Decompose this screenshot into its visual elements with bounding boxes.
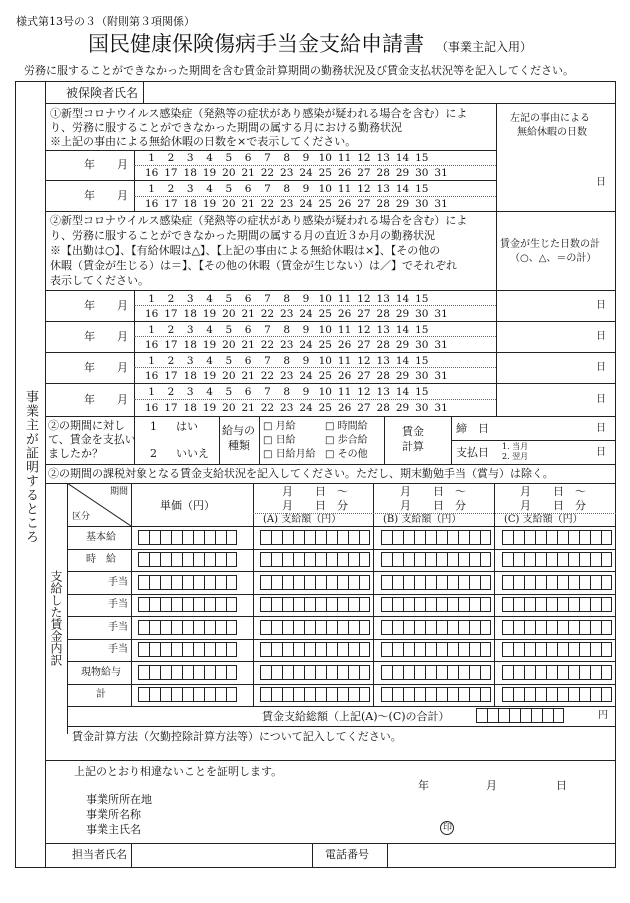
col-a-cells-row-3[interactable] <box>260 575 370 590</box>
unit-price-header: 単価（円） <box>160 499 215 512</box>
col-a-cells-row-5[interactable] <box>260 620 370 635</box>
phone-field[interactable] <box>388 844 614 867</box>
unit-price-cells-row-5[interactable] <box>138 620 237 635</box>
grand-total-cells[interactable] <box>476 708 564 723</box>
wage-note: ②の期間の課税対象となる賃金支給状況を記入してください。ただし、期末勤勉手当（賞与）は除く。 <box>48 467 554 480</box>
cert-owner-label: 事業主氏名 <box>86 823 141 836</box>
col-c-cells-row-6[interactable] <box>502 642 612 657</box>
col-c-cells-row-5[interactable] <box>502 620 612 635</box>
seal-label: 印 <box>443 823 453 833</box>
col-c-cells-row-7[interactable] <box>502 665 612 680</box>
section2-row3-unit: 日 <box>596 362 606 373</box>
form-number: 様式第13号の３（附則第３項関係） <box>16 15 195 28</box>
row-label-basic: 基本給 <box>86 532 116 543</box>
section2-row4-unit: 日 <box>596 394 606 405</box>
col-b-cells-row-4[interactable] <box>381 597 491 612</box>
section1-text-3: ※上記の事由による無給休暇の日数を×で表示してください。 <box>50 135 357 148</box>
cert-office-label: 事業所名称 <box>86 808 141 821</box>
payment-question-2: て、賃金を支払い <box>48 433 136 446</box>
row-label-in-kind: 現物給与 <box>81 667 121 678</box>
section2-row4-days-b: 16 17 18 19 20 21 22 23 24 25 26 27 28 29 30 31 <box>144 402 448 414</box>
col-a-cells-row-1[interactable] <box>260 530 370 545</box>
section1-row2-days-b: 16 17 18 19 20 21 22 23 24 25 26 27 28 29 30 31 <box>144 198 448 210</box>
cert-day: 日 <box>556 779 567 792</box>
section2-row1-unit: 日 <box>596 300 606 311</box>
calc-method-field[interactable] <box>68 745 614 759</box>
unit-price-cells-row-6[interactable] <box>138 642 237 657</box>
period-c-from: 月 日 〜 <box>520 485 586 498</box>
payment-no-num[interactable]: 2 <box>150 447 157 460</box>
col-b-cells-row-7[interactable] <box>381 665 491 680</box>
row-label-allowance-3: 手当 <box>108 622 128 633</box>
cert-statement: 上記のとおり相違ないことを証明します。 <box>74 765 283 778</box>
section2-text-2: り、労務に服することができなかった期間の属する月の直近３か月の勤務状況 <box>50 229 435 242</box>
section1-day-unit: 日 <box>596 177 606 188</box>
closing-day-unit: 日 <box>596 423 606 434</box>
col-c-cells-row-8[interactable] <box>502 687 612 702</box>
form-title: 国民健康保険傷病手当金支給申請書 <box>88 32 424 56</box>
salary-option-monthly[interactable]: □ 月給 <box>263 421 296 432</box>
section2-text-1: ②新型コロナウイルス感染症（発熱等の症状があり感染が疑われる場合を含む）によ <box>50 214 468 227</box>
insured-name-label: 被保険者氏名 <box>66 86 139 100</box>
wage-corner-category: 区分 <box>72 512 91 522</box>
section2-text-4: 休暇（賃金が生じる）は＝】、【その他の休暇（賃金が生じない）は／】でそれぞれ <box>50 259 457 272</box>
payday-unit: 日 <box>596 447 606 458</box>
payday-label: 支払日 <box>456 446 489 459</box>
col-b-cells-row-3[interactable] <box>381 575 491 590</box>
section2-row2-unit: 日 <box>596 331 606 342</box>
wage-side-label: 支給した賃金内訳 <box>49 570 63 666</box>
col-b-cells-row-6[interactable] <box>381 642 491 657</box>
section2-row3-days-b: 16 17 18 19 20 21 22 23 24 25 26 27 28 29 30 31 <box>144 370 448 382</box>
col-c-header: (C) 支給額（円） <box>504 514 583 525</box>
col-b-cells-row-8[interactable] <box>381 687 491 702</box>
unit-price-cells-row-1[interactable] <box>138 530 237 545</box>
row-label-allowance-1: 手当 <box>108 577 128 588</box>
col-c-cells-row-3[interactable] <box>502 575 612 590</box>
section2-right-header-1: 賃金が生じた日数の計 <box>500 239 600 250</box>
section2-row2-label: 年 月 <box>84 330 128 343</box>
cert-month: 月 <box>486 779 497 792</box>
col-b-header: (B) 支給額（円） <box>383 514 462 525</box>
col-b-cells-row-5[interactable] <box>381 620 491 635</box>
side-label: 事業主が証明するところ <box>23 390 38 544</box>
period-b-from: 月 日 〜 <box>400 485 466 498</box>
section1-row1-days-a: 1 2 3 4 5 6 7 8 9 10 11 12 13 14 15 <box>148 152 429 164</box>
grand-total-unit: 円 <box>598 710 608 721</box>
payment-yes-num[interactable]: 1 <box>150 420 157 433</box>
period-b-to: 月 日 分 <box>400 499 466 512</box>
section1-row2-days-a: 1 2 3 4 5 6 7 8 9 10 11 12 13 14 15 <box>148 183 429 195</box>
section2-row3-label: 年 月 <box>84 361 128 374</box>
col-b-cells-row-1[interactable] <box>381 530 491 545</box>
staff-name-label: 担当者氏名 <box>72 848 127 861</box>
section2-row2-days-a: 1 2 3 4 5 6 7 8 9 10 11 12 13 14 15 <box>148 324 429 336</box>
row-label-hourly: 時 給 <box>86 554 116 565</box>
section2-row3-days-a: 1 2 3 4 5 6 7 8 9 10 11 12 13 14 15 <box>148 355 429 367</box>
col-a-cells-row-6[interactable] <box>260 642 370 657</box>
unit-price-cells-row-4[interactable] <box>138 597 237 612</box>
insured-name-field[interactable] <box>144 82 614 102</box>
payday-option-next[interactable]: 2. 翌月 <box>502 452 529 461</box>
unit-price-cells-row-7[interactable] <box>138 665 237 680</box>
section2-row4-days-a: 1 2 3 4 5 6 7 8 9 10 11 12 13 14 15 <box>148 386 429 398</box>
col-a-cells-row-2[interactable] <box>260 552 370 567</box>
payment-yes-option[interactable]: はい <box>176 420 198 433</box>
row-label-allowance-4: 手当 <box>108 644 128 655</box>
col-a-header: (A) 支給額（円） <box>263 514 342 525</box>
period-c-to: 月 日 分 <box>520 499 586 512</box>
section2-row4-label: 年 月 <box>84 393 128 406</box>
salary-option-hourly[interactable]: □ 時間給 <box>325 421 368 432</box>
unit-price-cells-row-2[interactable] <box>138 552 237 567</box>
col-a-cells-row-8[interactable] <box>260 687 370 702</box>
section2-row1-days-b: 16 17 18 19 20 21 22 23 24 25 26 27 28 29 30 31 <box>144 308 448 320</box>
section2-row1-label: 年 月 <box>84 299 128 312</box>
form-instruction: 労務に服することができなかった期間を含む賃金計算期間の勤務状況及び賃金支払状況等を記入してください。 <box>24 64 574 77</box>
section2-text-5: 表示してください。 <box>50 274 149 287</box>
col-a-cells-row-7[interactable] <box>260 665 370 680</box>
section1-text-1: ①新型コロナウイルス感染症（発熱等の症状があり感染が疑われる場合を含む）によ <box>50 107 468 120</box>
seal-icon <box>440 821 454 835</box>
section1-row2-label: 年 月 <box>84 189 128 202</box>
payday-option-current[interactable]: 1. 当月 <box>502 442 529 451</box>
section1-row1-days-b: 16 17 18 19 20 21 22 23 24 25 26 27 28 29 30 31 <box>144 167 448 179</box>
row-label-allowance-2: 手当 <box>108 599 128 610</box>
side-column-divider <box>45 81 46 868</box>
salary-option-daily[interactable]: □ 日給 <box>263 435 296 446</box>
section1-text-2: り、労務に服することができなかった期間の属する月における勤務状況 <box>50 121 402 134</box>
row-label-total: 計 <box>96 689 106 700</box>
closing-day-label: 締 日 <box>456 422 489 435</box>
staff-name-field[interactable] <box>132 844 312 867</box>
col-a-cells-row-4[interactable] <box>260 597 370 612</box>
unit-price-cells-row-8[interactable] <box>138 687 237 702</box>
cert-address-label: 事業所所在地 <box>86 793 152 806</box>
salary-option-other[interactable]: □ その他 <box>325 449 368 460</box>
section2-row1-days-a: 1 2 3 4 5 6 7 8 9 10 11 12 13 14 15 <box>148 293 429 305</box>
wage-calc-label-1: 賃金 <box>402 425 424 438</box>
period-a-to: 月 日 分 <box>282 499 348 512</box>
payment-question-3: ましたか？ <box>48 447 103 460</box>
col-b-cells-row-2[interactable] <box>381 552 491 567</box>
section2-right-header-2: （○、△、＝の計） <box>510 253 597 264</box>
col-c-cells-row-1[interactable] <box>502 530 612 545</box>
salary-type-label-2: 種類 <box>228 439 250 452</box>
period-a-from: 月 日 〜 <box>282 485 348 498</box>
section2-row2-days-b: 16 17 18 19 20 21 22 23 24 25 26 27 28 29 30 31 <box>144 339 448 351</box>
col-c-cells-row-2[interactable] <box>502 552 612 567</box>
section1-right-header-2: 無給休暇の日数 <box>517 127 587 138</box>
col-c-cells-row-4[interactable] <box>502 597 612 612</box>
cert-year: 年 <box>418 779 429 792</box>
wage-corner-period: 期間 <box>110 487 129 497</box>
form-subtitle: （事業主記入用） <box>436 40 533 54</box>
calc-method-prompt: 賃金計算方法（欠勤控除計算方法等）について記入してください。 <box>72 730 402 743</box>
salary-option-daily-monthly[interactable]: □ 日給月給 <box>263 449 316 460</box>
phone-label: 電話番号 <box>325 848 369 861</box>
section2-text-3: ※【出勤は○】、【有給休暇は△】、【上記の事由による無給休暇は×】、【その他の <box>50 244 441 257</box>
salary-option-commission[interactable]: □ 歩合給 <box>325 435 368 446</box>
section1-right-header-1: 左記の事由による <box>510 113 590 124</box>
salary-type-label-1: 給与の <box>222 424 255 437</box>
grand-total-label: 賃金支給総額（上記(A)〜(C)の合計） <box>262 710 450 723</box>
payment-no-option[interactable]: いいえ <box>176 447 209 460</box>
unit-price-cells-row-3[interactable] <box>138 575 237 590</box>
payment-question-1: ②の期間に対し <box>48 419 125 432</box>
wage-calc-label-2: 計算 <box>402 440 424 453</box>
section1-row1-label: 年 月 <box>84 158 128 171</box>
